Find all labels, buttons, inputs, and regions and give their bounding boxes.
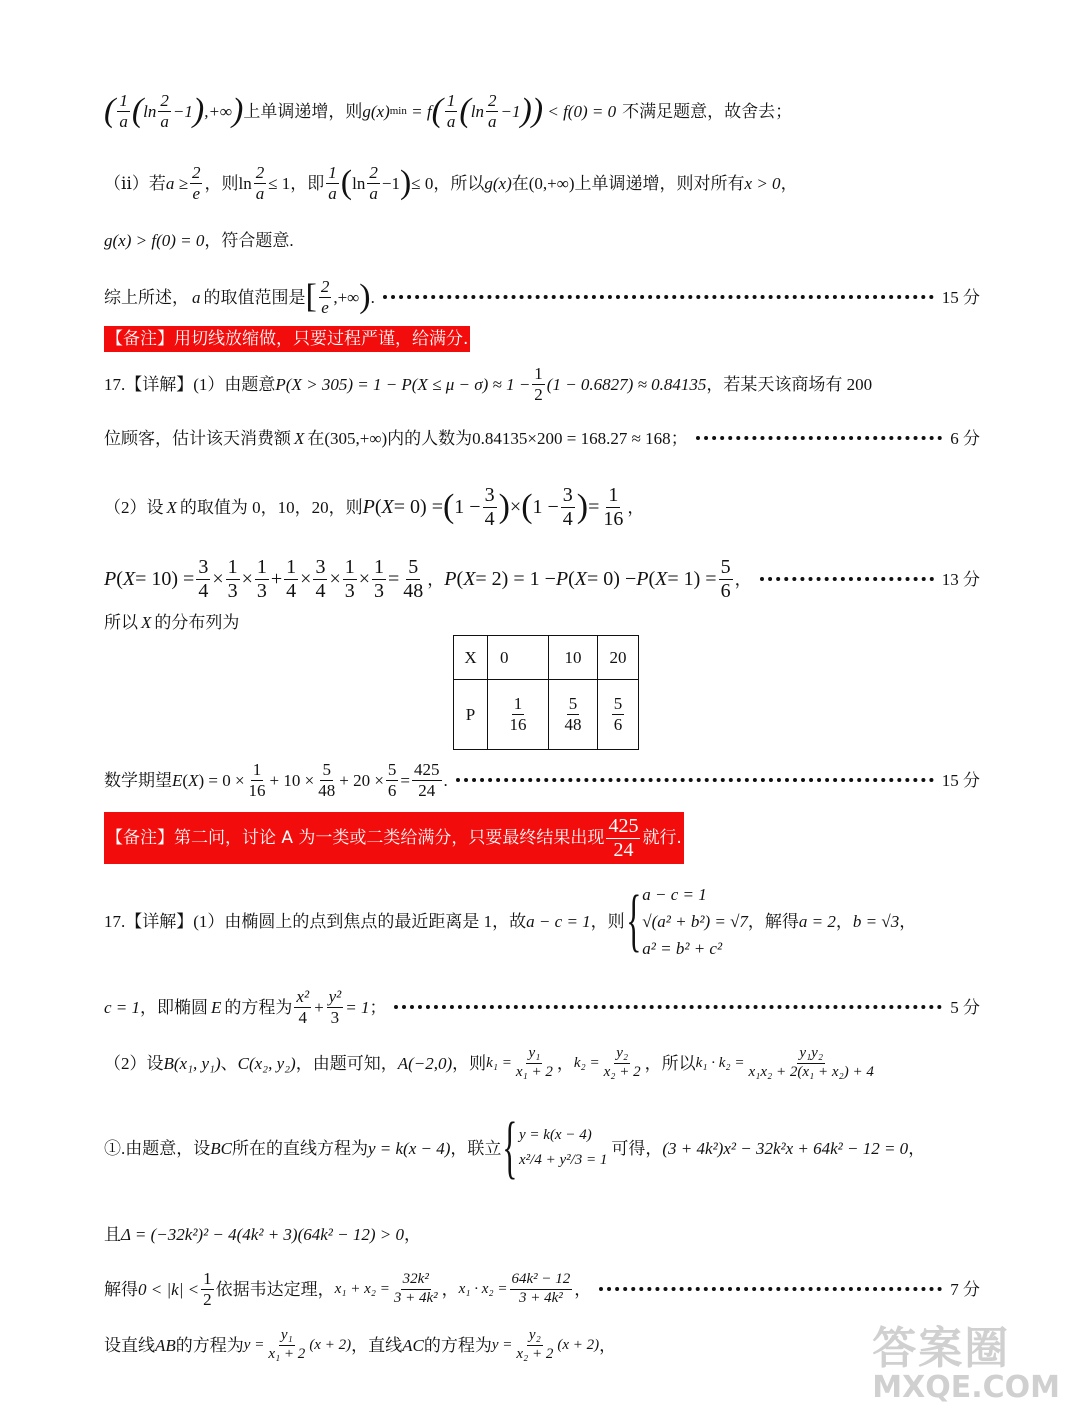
math: AB <box>155 1335 176 1355</box>
note-fraction <box>606 816 640 861</box>
numerator: 1 <box>513 694 523 714</box>
line-1 <box>104 88 980 134</box>
math-X: X <box>141 612 152 632</box>
text: （2）设 <box>104 1053 164 1073</box>
numerator: 425 <box>608 814 639 837</box>
heading: 17.【详解】(1）由椭圆上的点到焦点的最近距离是 1，故 <box>104 911 527 931</box>
table-cell: 0 <box>488 636 549 680</box>
leader-dots <box>760 577 934 581</box>
math-product: x₁ · x₂ = $\frac{\text{64k² − 12}}{\text{3 + 4k²}}$ <box>458 1270 571 1306</box>
denominator: 48 <box>564 715 582 734</box>
math-expr: $\frac{1}{a}$ ( ln $\frac{2}{a}$ −1 ) ≤ 0 <box>328 162 434 203</box>
math-gmin: g(x) min = f ( $\frac{1}{a}$ ( ln $\frac{2}{a}$ −1 ) ) < f(0) = 0 <box>362 90 617 131</box>
text: ， <box>627 497 645 517</box>
p17-line-1 <box>104 362 980 406</box>
text: ，则 <box>590 911 625 931</box>
text: 所以 <box>104 612 138 632</box>
math-k-range: 0 < |k| < $\frac{1}{2}$ <box>138 1268 212 1309</box>
text: ，所以 <box>433 173 485 193</box>
math-X: X <box>166 497 177 517</box>
equation-system: { y = k(x − 4) x²/4 + y²/3 = 1 <box>502 1109 608 1186</box>
math-k2: k₂ = $\frac{\text{y₂}}{\text{x₂ + 2}}$ <box>573 1044 641 1080</box>
note-banner: 【备注】用切线放缩做，只要过程严谨，给满分. <box>104 326 470 352</box>
note-text: 就行. <box>642 827 682 848</box>
leader-dots <box>456 778 934 782</box>
math-interval: (0,+∞) <box>528 173 575 193</box>
text: 位顾客，估计该天消费额 <box>104 428 291 448</box>
text: 、 <box>220 1053 238 1073</box>
denominator: 16 <box>509 715 527 734</box>
score: 7 分 <box>950 1279 980 1299</box>
math: a = 2 <box>798 911 836 931</box>
note-text: 【备注】第二问，讨论 A 为一类或二类给满分，只要最终结果出现 <box>106 827 605 848</box>
text: 内的人数为 <box>387 428 473 448</box>
p17b-line-1 <box>104 872 980 970</box>
text: ①.由题意，设 <box>104 1138 211 1158</box>
p17b-line-7 <box>104 1322 880 1368</box>
text: ， <box>908 1138 926 1158</box>
text: 可得， <box>611 1138 663 1158</box>
score: 13 分 <box>941 569 980 589</box>
text: ； <box>369 997 387 1017</box>
denominator: 6 <box>613 715 623 734</box>
text: ， <box>899 911 917 931</box>
text: 综上所述， <box>104 287 189 307</box>
text: ， <box>427 569 445 589</box>
distribution-table <box>453 635 639 750</box>
p17b-line-6 <box>104 1266 980 1312</box>
leader-dots <box>599 1287 942 1291</box>
text: 数学期望 <box>104 770 172 790</box>
math: BC <box>210 1138 232 1158</box>
text: 的取值为 0，10，20，则 <box>179 497 363 517</box>
math-p10: P ( X = 10) = $\frac{3}{4}$ × $\frac{1}{3}$ × $\frac{1}{3}$ + $\frac{1}{4}$ × $\frac{3}{4}$ × $\frac{1}{3}$ × $\frac{1}{3}$ = $\frac{5}{48}$ <box>104 555 424 602</box>
leader-dots <box>696 436 943 440</box>
table-cell: 20 <box>598 636 639 680</box>
text: 在 <box>511 173 529 193</box>
numerator: 5 <box>568 694 578 714</box>
text: ， <box>780 173 798 193</box>
math-line-ab: y = $\frac{\text{y₁}}{\text{x₁ + 2}}$ (x + 2) <box>243 1326 352 1362</box>
text: 上单调递增，则 <box>243 101 363 121</box>
text: ，由题可知， <box>295 1053 398 1073</box>
table-cell <box>598 680 639 750</box>
math-range: [ $\frac{2}{e}$ ,+∞ ) <box>305 276 371 317</box>
math-expectation: E ( X ) = 0 × $\frac{1}{16}$ + 10 × $\frac{5}{48}$ + 20 × $\frac{5}{6}$ = $\frac{425}{24}$ <box>172 759 440 800</box>
text: 解得 <box>104 1279 138 1299</box>
text: 上单调递增，则对所有 <box>574 173 745 193</box>
text: . <box>443 770 448 790</box>
text: ，即椭圆 <box>140 997 209 1017</box>
equation: x²/4 + y²/3 = 1 <box>519 1152 608 1168</box>
text: 的取值范围是 <box>203 287 306 307</box>
equation: y = k(x − 4) <box>519 1127 592 1143</box>
text: 且 <box>104 1224 121 1244</box>
table-cell: P <box>454 680 488 750</box>
math: (3 + 4k²)x² − 32k²x + 64k² − 12 = 0 <box>662 1138 909 1158</box>
math-p0: P ( X = 0) = ( 1 − $\frac{3}{4}$ ) × ( 1 − $\frac{3}{4}$ ) = $\frac{1}{16}$ <box>362 483 624 530</box>
score: 6 分 <box>950 428 980 448</box>
p17b-line-2 <box>104 984 980 1030</box>
math-line-ac: y = $\frac{\text{y₂}}{\text{x₂ + 2}}$ (x + 2) <box>491 1326 600 1362</box>
text: ，符合题意. <box>204 230 294 250</box>
p17b-line-3 <box>104 1040 980 1086</box>
text: ， <box>599 1335 617 1355</box>
text: （ⅱ）若 <box>104 173 166 193</box>
math-x: x > 0 <box>744 173 781 193</box>
score: 5 分 <box>950 997 980 1017</box>
math-k1: k₁ = $\frac{\text{y₁}}{\text{x₁ + 2}}$ <box>486 1044 553 1080</box>
score: 15 分 <box>941 287 980 307</box>
text: ，联立 <box>450 1138 502 1158</box>
math-calc: 0.84135×200 = 168.27 ≈ 168 <box>472 428 671 448</box>
text: 的分布列为 <box>154 612 240 632</box>
p17b-line-4 <box>104 1108 980 1188</box>
math-p20: P ( X = 2) = 1 − P ( X = 0) − P ( X = 1) = $\frac{5}{6}$ <box>444 555 731 602</box>
text: . <box>370 287 375 307</box>
math-interval: (305,+∞) <box>324 428 388 448</box>
watermark-text: 答案圈 <box>872 1323 1011 1374</box>
table-row <box>454 680 639 750</box>
table-cell <box>549 680 598 750</box>
text: （2）设 <box>104 497 164 517</box>
math: a − c = 1 <box>526 911 591 931</box>
leader-dots <box>394 1005 942 1009</box>
text: ， <box>404 1224 421 1244</box>
leader-dots <box>383 295 934 299</box>
math: B(x₁, y₁) <box>163 1053 221 1073</box>
math-E: E <box>211 997 222 1017</box>
line-4 <box>104 274 980 320</box>
math-a-ge: a ≥ $\frac{2}{e}$ <box>165 162 201 203</box>
equation: a² = b² + c² <box>642 938 723 958</box>
math-k1k2: k₁ · k₂ = $\frac{\text{y₁y₂}}{\text{x₁x₂ + 2(x₁ + x₂) + 4}}$ <box>695 1044 874 1080</box>
table-row <box>454 636 639 680</box>
table-cell <box>488 680 549 750</box>
math-ln: ln $\frac{2}{a}$ ≤ 1 <box>238 162 291 203</box>
p17b-line-5 <box>104 1220 980 1248</box>
table-cell: X <box>454 636 488 680</box>
note-banner <box>104 812 684 864</box>
math-X: X <box>294 428 305 448</box>
equation-system: { a − c = 1 √(a² + b²) = √7 a² = b² + c² <box>625 882 748 959</box>
math: A(−2,0) <box>397 1053 453 1073</box>
watermark-text: MXQE.COM <box>872 1370 1060 1405</box>
text: ，解得 <box>747 911 799 931</box>
text: 所在的直线方程为 <box>231 1138 368 1158</box>
math: y = k(x − 4) <box>367 1138 451 1158</box>
table-cell: 10 <box>549 636 598 680</box>
text: ， <box>556 1053 574 1073</box>
text: 的方程为 <box>423 1335 492 1355</box>
p17-line-3 <box>104 484 980 530</box>
text: ，则 <box>204 173 239 193</box>
equation: √(a² + b²) = √7 <box>642 911 748 931</box>
equation: a − c = 1 <box>642 884 707 904</box>
math-prob: P(X > 305) = 1 − P(X ≤ μ − σ) ≈ 1 − $\frac{1}{2}$ (1 − 0.6827) ≈ 0.84135 <box>275 363 707 404</box>
math: g(x) > f(0) = 0 <box>104 230 205 250</box>
line-2 <box>104 160 980 206</box>
text: ； <box>670 428 688 448</box>
math: C(x₂, y₂) <box>237 1053 296 1073</box>
math: b = √3 <box>852 911 900 931</box>
text: 设直线 <box>104 1335 155 1355</box>
text: ，所以 <box>644 1053 696 1073</box>
denominator: 24 <box>613 838 634 861</box>
p17-line-4 <box>104 556 980 602</box>
numerator: 5 <box>613 694 623 714</box>
text: ， <box>574 1279 592 1299</box>
text: 的方程为 <box>224 997 293 1017</box>
p17-line-5 <box>104 609 980 635</box>
math-interval: ( $\frac{1}{a}$ ( ln $\frac{2}{a}$ −1 ) ,+∞ ) <box>104 90 244 131</box>
math: c = 1 <box>104 997 141 1017</box>
p17-line-6 <box>104 758 980 802</box>
text: ，则 <box>452 1053 487 1073</box>
text: ， <box>734 569 752 589</box>
line-3 <box>104 226 980 254</box>
math-ellipse: $\frac{\text{x²}}{4}$ + $\frac{\text{y²}}{3}$ = 1 <box>296 986 370 1027</box>
text: 的方程为 <box>175 1335 244 1355</box>
text: ，若某天该商场有 200 <box>706 374 873 394</box>
p17-line-2 <box>104 425 980 451</box>
heading: 17.【详解】(1）由题意 <box>104 374 276 394</box>
math-g: g(x) <box>484 173 512 193</box>
math-sum: x₁ + x₂ = $\frac{\text{32k²}}{\text{3 + 4k²}}$ <box>334 1270 438 1306</box>
text: ， <box>835 911 853 931</box>
text: ， <box>441 1279 459 1299</box>
math-a: a <box>192 287 201 307</box>
text: 在 <box>307 428 325 448</box>
text: 不满足题意，故舍去； <box>622 101 793 121</box>
text: 依据韦达定理， <box>215 1279 335 1299</box>
math: Δ = (−32k²)² − 4(4k² + 3)(64k² − 12) > 0 <box>121 1224 404 1244</box>
score: 15 分 <box>941 770 980 790</box>
math: AC <box>402 1335 424 1355</box>
text: ，即 <box>290 173 325 193</box>
watermark-logo <box>872 1323 1060 1405</box>
text: ，直线 <box>351 1335 403 1355</box>
